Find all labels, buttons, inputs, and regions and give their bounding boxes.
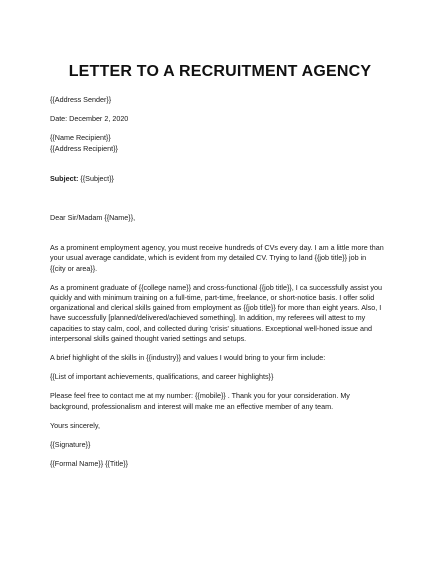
signature: {{Signature}}: [50, 440, 91, 450]
subject-line: [50, 174, 395, 184]
paragraph-line: quickly and with minimum training on a full-time, part-time, freelance, or short-notice basis. I offer solid: [50, 293, 375, 303]
letter-title: LETTER TO A RECRUITMENT AGENCY: [68, 63, 372, 80]
paragraph-line: capacities to stay calm, cool, and collected during 'crisis' situations. Exceptional well-honed issue and: [50, 323, 372, 333]
paragraph-line: {{city or area}}.: [50, 263, 98, 273]
paragraph-3: A brief highlight of the skills in {{industry}} and values I would bring to your firm include:: [50, 353, 326, 363]
paragraph-2: [50, 283, 395, 344]
subject-label: Subject:: [50, 173, 79, 183]
salutation: Dear Sir/Madam {{Name}},: [50, 213, 136, 223]
letter-date: Date: December 2, 2020: [50, 114, 129, 124]
address-recipient: {{Address Recipient}}: [50, 143, 118, 153]
paragraph-line: As a prominent employment agency, you must receive hundreds of CVs every day. I am a little more than: [50, 243, 384, 253]
paragraph-line: background, professionalism and interest will make me an effective member of any team.: [50, 401, 334, 411]
paragraph-line: interpersonal skills gained thought varied settings and setups.: [50, 333, 247, 343]
paragraph-4: {{List of important achievements, qualifications, and career highlights}}: [50, 372, 274, 382]
paragraph-line: Please feel free to contact me at my number: {{mobile}} . Thank you for your consideration. My: [50, 391, 350, 401]
paragraph-5: [50, 391, 395, 411]
paragraph-line: your usual average candidate, which is evident from my detailed CV. Trying to land {{job title}} job in: [50, 253, 367, 263]
formal-name: {{Formal Name}} {{Title}}: [50, 459, 129, 469]
name-recipient: {{Name Recipient}}: [50, 133, 111, 143]
closing: Yours sincerely,: [50, 420, 100, 430]
paragraph-line: have successfully [planned/delivered/achieved something]. In addition, my referees will attest to my: [50, 313, 366, 323]
letter-body: [50, 95, 395, 469]
paragraph-1: [50, 243, 395, 274]
address-sender: {{Address Sender}}: [50, 95, 112, 104]
paragraph-line: As a prominent graduate of {{college name}} and cross-functional {{job title}}, I ca successfully assist you: [50, 282, 383, 292]
paragraph-line: organizational and clerical skills gained from employment as {{job title}} for more than eight years. Also, I: [50, 303, 382, 313]
subject-value: {{Subject}}: [78, 173, 114, 183]
